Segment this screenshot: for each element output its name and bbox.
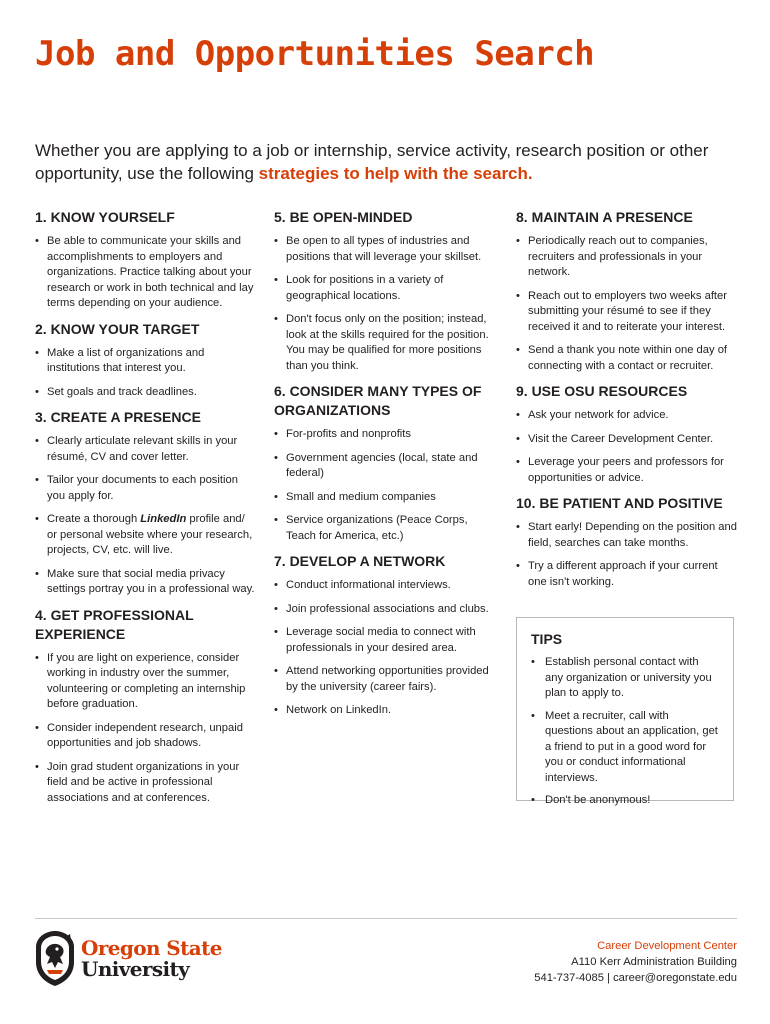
contact-block — [534, 938, 737, 986]
phone-number: 541-737-4085 — [534, 972, 604, 984]
list-item: • Periodically reach out to companies, recruiters and professionals in your network. — [516, 234, 738, 281]
section-consider-many-types — [274, 382, 496, 544]
section-create-a-presence — [35, 408, 257, 598]
section-heading: 6. CONSIDER MANY TYPES OF ORGANIZATIONS — [274, 383, 482, 418]
intro-paragraph — [35, 139, 715, 185]
list-item: • Make sure that social media privacy settings portray you in a professional way. — [35, 567, 257, 598]
list-item: • Be able to communicate your skills and accomplishments to employers and organizations. Practice talking about your research or work in both technical and lay terms depending on your audience. — [35, 234, 257, 312]
list-item: • Consider independent research, unpaid opportunities and job shadows. — [35, 721, 257, 752]
section-use-osu-resources — [516, 382, 738, 486]
bullet-list — [516, 408, 738, 486]
list-item: • Reach out to employers two weeks after submitting your résumé to see if they received it and to reiterate your interest. — [516, 289, 738, 336]
logo-line-1: Oregon State — [81, 936, 222, 960]
bullet-list — [516, 520, 738, 590]
section-heading: 7. DEVELOP A NETWORK — [274, 553, 446, 569]
email-link[interactable]: career@oregonstate.edu — [613, 972, 737, 984]
list-item: • Government agencies (local, state and federal) — [274, 451, 496, 482]
logo-line-2: University — [81, 957, 190, 981]
bullet-list — [274, 427, 496, 544]
bullet-list — [35, 234, 257, 312]
section-develop-a-network — [274, 552, 496, 719]
section-heading: 9. USE OSU RESOURCES — [516, 383, 688, 399]
list-item: • Send a thank you note within one day of connecting with a contact or recruiter. — [516, 343, 738, 374]
list-item: • Ask your network for advice. — [516, 408, 738, 424]
section-heading: 8. MAINTAIN A PRESENCE — [516, 209, 693, 225]
intro-text: Whether you are applying to a job or internship, service activity, research position or other opportunity, use the following — [35, 141, 709, 183]
tip-item: • Don't be anonymous! — [531, 793, 719, 809]
list-item: • Be open to all types of industries and positions that will leverage your skillset. — [274, 234, 496, 265]
column-3 — [516, 208, 738, 598]
section-get-professional-experience — [35, 606, 257, 807]
office-name: Career Development Center — [597, 940, 737, 952]
list-item: • Attend networking opportunities provided by the university (career fairs). — [274, 664, 496, 695]
list-item: • Make a list of organizations and institutions that interest you. — [35, 346, 257, 377]
section-heading: 1. KNOW YOURSELF — [35, 209, 175, 225]
list-item: • Clearly articulate relevant skills in your résumé, CV and cover letter. — [35, 434, 257, 465]
intro-highlight: strategies to help with the search. — [258, 164, 533, 183]
page-title: Job and Opportunities Search — [35, 34, 595, 74]
logo-wordmark — [81, 938, 222, 980]
list-item: • Join professional associations and clubs. — [274, 602, 496, 618]
tip-item: • Establish personal contact with any organization or university you plan to apply to. — [531, 655, 719, 702]
footer-divider — [35, 918, 737, 919]
tips-box — [516, 617, 734, 806]
bullet-list — [274, 234, 496, 374]
list-item: • Visit the Career Development Center. — [516, 432, 738, 448]
list-item: • Leverage social media to connect with professionals in your desired area. — [274, 625, 496, 656]
tip-item: • Meet a recruiter, call with questions about an application, get a friend to put in a good word for you or conduct informational interviews. — [531, 709, 719, 787]
list-item-linkedin — [35, 512, 257, 559]
section-heading: 3. CREATE A PRESENCE — [35, 409, 201, 425]
list-item: • Set goals and track deadlines. — [35, 385, 257, 401]
osu-logo — [33, 928, 223, 990]
list-item: • Conduct informational interviews. — [274, 578, 496, 594]
contact-separator: | — [607, 972, 610, 984]
section-be-patient-and-positive — [516, 494, 738, 590]
section-heading: 4. GET PROFESSIONAL EXPERIENCE — [35, 606, 194, 642]
list-item: • If you are light on experience, consider working in industry over the summer, volunteering or completing an internship before graduation. — [35, 651, 257, 713]
linkedin-emphasis: LinkedIn — [140, 513, 187, 525]
column-2 — [274, 208, 496, 727]
tips-list — [531, 655, 719, 809]
section-heading: 10. BE PATIENT AND POSITIVE — [516, 495, 723, 511]
list-item: • Don't focus only on the position; instead, look at the skills required for the position. You may be qualified for more positions than you think. — [274, 312, 496, 374]
office-address: A110 Kerr Administration Building — [571, 956, 737, 968]
linkedin-text-before: Create a thorough — [47, 513, 141, 525]
bullet-list — [35, 434, 257, 598]
bullet-list — [35, 346, 257, 401]
section-know-yourself — [35, 208, 257, 312]
list-item: • Start early! Depending on the position and field, searches can take months. — [516, 520, 738, 551]
list-item: • Service organizations (Peace Corps, Teach for America, etc.) — [274, 513, 496, 544]
list-item: • Tailor your documents to each position you apply for. — [35, 473, 257, 504]
section-know-your-target — [35, 320, 257, 401]
list-item: • Look for positions in a variety of geographical locations. — [274, 273, 496, 304]
contact-line — [534, 970, 737, 986]
beaver-seal-icon — [33, 928, 77, 988]
column-1 — [35, 208, 257, 814]
bullet-list — [516, 234, 738, 374]
section-be-open-minded — [274, 208, 496, 374]
list-item: • For-profits and nonprofits — [274, 427, 496, 443]
linkedin-text-after: profile and/ or personal website where your research, projects, CV, etc. will live. — [47, 513, 253, 556]
bullet-list — [35, 651, 257, 807]
list-item: • Small and medium companies — [274, 490, 496, 506]
list-item: • Join grad student organizations in your field and be active in professional associations and at conferences. — [35, 760, 257, 807]
list-item: • Try a different approach if your current one isn't working. — [516, 559, 738, 590]
bullet-list — [274, 578, 496, 719]
section-maintain-a-presence — [516, 208, 738, 374]
tips-heading: TIPS — [531, 631, 563, 647]
list-item: • Network on LinkedIn. — [274, 703, 496, 719]
list-item: • Leverage your peers and professors for opportunities or advice. — [516, 455, 738, 486]
section-heading: 2. KNOW YOUR TARGET — [35, 320, 200, 337]
section-heading: 5. BE OPEN-MINDED — [274, 209, 413, 225]
